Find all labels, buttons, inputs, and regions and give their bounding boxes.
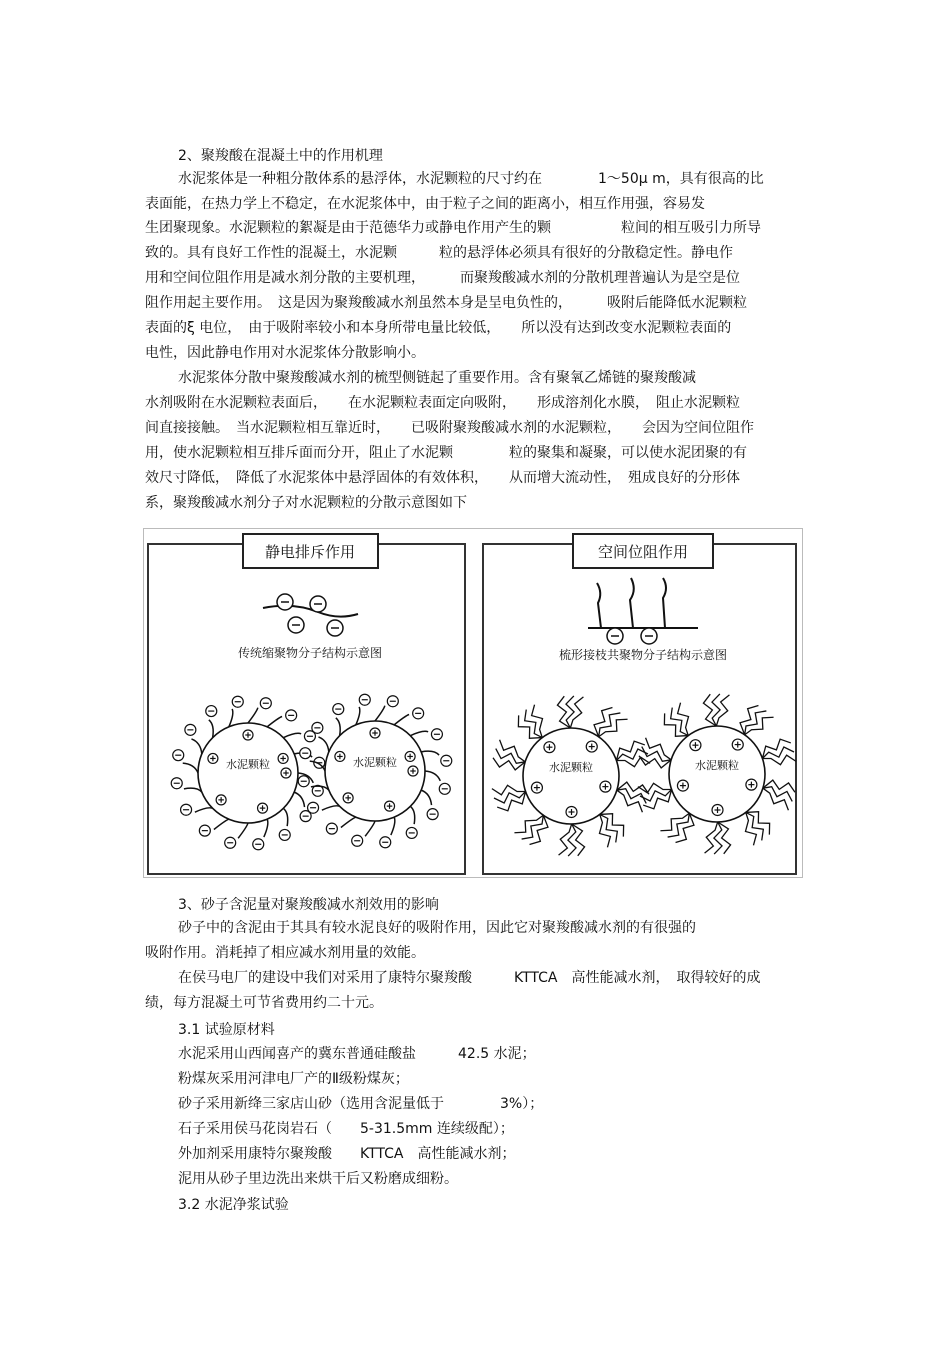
paragraph-line: 水剂吸附在水泥颗粒表面后， 在水泥颗粒表面定向吸附， 形成溶剂化水膜， 阻止水泥颗粒: [145, 395, 740, 411]
left-panel-caption: 传统缩聚物分子结构示意图: [237, 646, 383, 660]
particle-label: 水泥颗粒: [549, 761, 593, 774]
right-panel-title: 空间位阻作用: [597, 543, 689, 561]
particle-label: 水泥颗粒: [353, 756, 397, 769]
material-item: 粉煤灰采用河津电厂产的Ⅱ级粉煤灰；: [178, 1071, 409, 1087]
material-item: 水泥采用山西闻喜产的冀东普通硅酸盐 42.5 水泥；: [178, 1046, 536, 1062]
section-3-heading: 3、砂子含泥量对聚羧酸减水剂效用的影响: [178, 897, 439, 913]
paragraph-line: 用，使水泥颗粒相互排斥面而分开，阻止了水泥颗 粒的聚集和凝聚，可以使水泥团聚的有: [145, 445, 747, 461]
paragraph-line: 表面的ξ 电位， 由于吸附率较小和本身所带电量比较低， 所以没有达到改变水泥颗粒表面的: [145, 320, 732, 336]
paragraph-line: 水泥浆体是一种粗分散体系的悬浮体，水泥颗粒的尺寸约在 1～50μ m，具有很高的比: [178, 171, 764, 187]
right-panel-caption: 梳形接枝共聚物分子结构示意图: [558, 648, 728, 662]
paragraph-line: 在侯马电厂的建设中我们对采用了康特尔聚羧酸 KTTCA 高性能减水剂， 取得较好的成: [178, 970, 761, 986]
particle-label: 水泥颗粒: [226, 758, 270, 771]
particle-label: 水泥颗粒: [695, 759, 739, 772]
material-item: 泥用从砂子里边洗出来烘干后又粉磨成细粉。: [178, 1171, 458, 1187]
subsection-3-2-heading: 3.2 水泥净浆试验: [178, 1197, 289, 1213]
material-item: 砂子采用新绛三家店山砂（选用含泥量低于 3%）；: [178, 1096, 544, 1112]
paragraph-line: 用和空间位阻作用是减水剂分散的主要机理， 而聚羧酸减水剂的分散机理普遍认为是空是位: [145, 270, 740, 286]
material-item: 石子采用侯马花岗岩石（ 5-31.5mm 连续级配）；: [178, 1121, 514, 1137]
paragraph-line: 间直接接触。 当水泥颗粒相互靠近时， 已吸附聚羧酸减水剂的水泥颗粒， 会因为空间位阻作: [145, 420, 754, 436]
paragraph-line: 效尺寸降低， 降低了水泥浆体中悬浮固体的有效体积， 从而增大流动性， 殂成良好的分形体: [145, 470, 740, 486]
paragraph-line: 生团聚现象。水泥颗粒的絮凝是由于范德华力或静电作用产生的颗 粒间的相互吸引力所导: [145, 220, 761, 236]
subsection-3-1-heading: 3.1 试验原材料: [178, 1022, 275, 1038]
paragraph-line: 绩，每方混凝土可节省费用约二十元。: [145, 995, 383, 1011]
paragraph-line: 水泥浆体分散中聚羧酸减水剂的梳型侧链起了重要作用。含有聚氧乙烯链的聚羧酸减: [178, 370, 696, 386]
paragraph-line: 致的。具有良好工作性的混凝土，水泥颗 粒的悬浮体必须具有很好的分散稳定性。静电作: [145, 245, 733, 261]
paragraph-line: 阻作用起主要作用。 这是因为聚羧酸减水剂虽然本身是呈电负性的， 吸附后能降低水泥颗粒: [145, 295, 747, 311]
paragraph-line: 吸附作用。消耗掉了相应减水剂用量的效能。: [145, 945, 425, 961]
paragraph-line: 电性，因此静电作用对水泥浆体分散影响小。: [145, 345, 425, 361]
section-2-heading: 2、聚羧酸在混凝土中的作用机理: [178, 148, 383, 164]
left-panel-title: 静电排斥作用: [264, 543, 356, 561]
paragraph-line: 系，聚羧酸减水剂分子对水泥颗粒的分散示意图如下: [145, 495, 467, 511]
paragraph-line: 砂子中的含泥由于其具有较水泥良好的吸附作用，因此它对聚羧酸减水剂的有很强的: [178, 920, 696, 936]
paragraph-line: 表面能，在热力学上不稳定，在水泥浆体中，由于粒子之间的距离小，相互作用强，容易发: [145, 196, 705, 212]
material-item: 外加剂采用康特尔聚羧酸 KTTCA 高性能减水剂；: [178, 1146, 516, 1162]
dispersion-diagram: [143, 528, 803, 878]
